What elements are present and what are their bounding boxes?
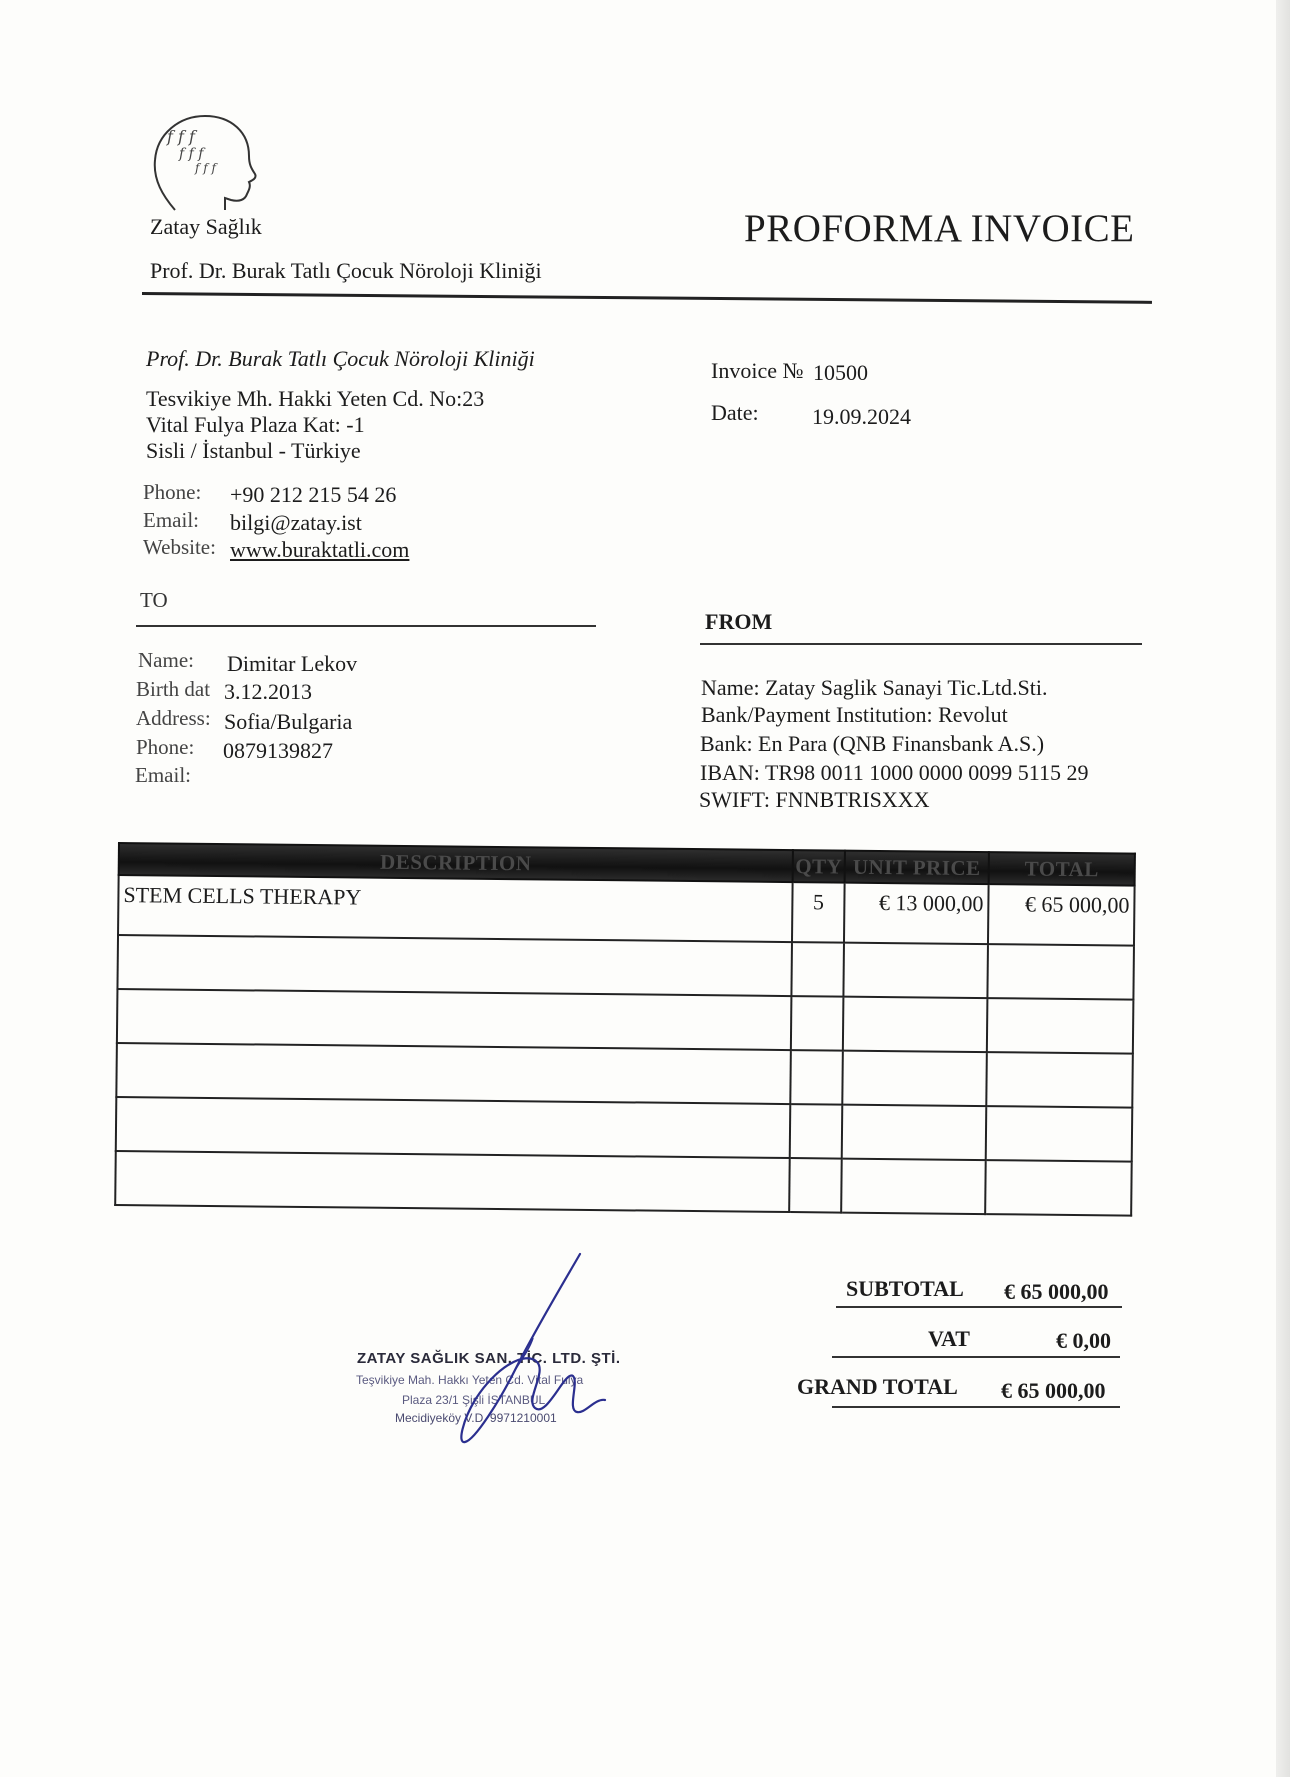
invoice-number: 10500 [813,360,868,385]
item-total: € 65 000,00 [988,884,1135,946]
clinic-phone-label: Phone: [143,480,202,504]
from-section-title: FROM [705,609,773,634]
clinic-email-label: Email: [143,508,199,532]
stamp-line: Plaza 23/1 Şişli İSTANBUL [402,1393,546,1407]
to-phone-label: Phone: [136,735,195,759]
clinic-address-line: Sisli / İstanbul - Türkiye [146,438,361,463]
item-qty: 5 [792,882,845,943]
items-table-wrapper [114,842,1134,1243]
from-line: Bank: En Para (QNB Finansbank A.S.) [700,731,1045,756]
to-email-label: Email: [135,763,191,787]
page-title: PROFORMA INVOICE [744,207,1135,250]
to-divider [136,625,596,627]
to-section-title: TO [140,588,168,612]
to-address-label: Address: [136,706,211,730]
svg-text:f f f: f f f [179,146,204,162]
to-birth-label: Birth dat [136,677,211,701]
column-header-description: DESCRIPTION [119,843,793,882]
item-description: STEM CELLS THERAPY [118,875,793,942]
vat-label: VAT [928,1326,970,1351]
vat-value: € 0,00 [1056,1328,1111,1353]
to-address: Sofia/Bulgaria [224,709,353,734]
from-line: IBAN: TR98 0011 1000 0000 0099 5115 29 [700,760,1089,785]
svg-text:f f f: f f f [167,127,195,146]
clinic-phone: +90 212 215 54 26 [230,482,397,507]
svg-text:f f f: f f f [195,161,216,175]
grand-total-label: GRAND TOTAL [797,1374,958,1399]
table-row [118,875,1135,946]
from-line: SWIFT: FNNBTRISXXX [699,787,930,812]
to-phone: 0879139827 [223,738,333,763]
subtotal-value: € 65 000,00 [1004,1279,1109,1304]
stamp-line: Teşvikiye Mah. Hakkı Yeten Cd. Vital Fulya [356,1373,584,1387]
clinic-address-line: Vital Fulya Plaza Kat: -1 [146,412,365,437]
from-divider [700,643,1142,645]
clinic-name: Prof. Dr. Burak Tatlı Çocuk Nöroloji Kliniği [146,346,535,371]
to-birth: 3.12.2013 [224,679,312,704]
to-name: Dimitar Lekov [227,651,358,676]
column-header-total: TOTAL [989,852,1135,886]
from-line: Name: Zatay Saglik Sanayi Tic.Ltd.Sti. [701,675,1048,700]
invoice-number-label: Invoice № [711,358,804,383]
clinic-email: bilgi@zatay.ist [230,510,362,535]
stamp-company: ZATAY SAĞLIK SAN. TİC. LTD. ŞTİ. [357,1350,621,1367]
items-table [114,842,1136,1217]
to-name-label: Name: [138,648,194,672]
column-header-qty: QTY [793,850,845,883]
brand-subtitle: Prof. Dr. Burak Tatlı Çocuk Nöroloji Kliniği [150,258,542,283]
invoice-date: 19.09.2024 [812,404,911,429]
column-header-unit-price: UNIT PRICE [845,851,989,885]
clinic-website-link[interactable]: www.buraktatli.com [230,537,410,562]
stamp-line: Mecidiyeköy V.D. 9971210001 [395,1411,557,1425]
vat-divider [832,1356,1120,1358]
from-line: Bank/Payment Institution: Revolut [701,702,1008,727]
grand-total-divider [832,1406,1120,1408]
clinic-website-label: Website: [143,535,216,559]
invoice-date-label: Date: [711,400,759,425]
grand-total-value: € 65 000,00 [1001,1378,1106,1403]
table-row-empty [115,1151,1132,1216]
subtotal-divider [836,1306,1122,1308]
head-logo-icon [145,108,265,218]
signature-icon [455,1250,645,1450]
brand-name: Zatay Sağlık [150,214,262,239]
subtotal-label: SUBTOTAL [846,1276,964,1301]
clinic-address-line: Tesvikiye Mh. Hakki Yeten Cd. No:23 [146,386,485,411]
page-edge [1276,0,1290,1777]
item-unit-price: € 13 000,00 [844,883,989,945]
